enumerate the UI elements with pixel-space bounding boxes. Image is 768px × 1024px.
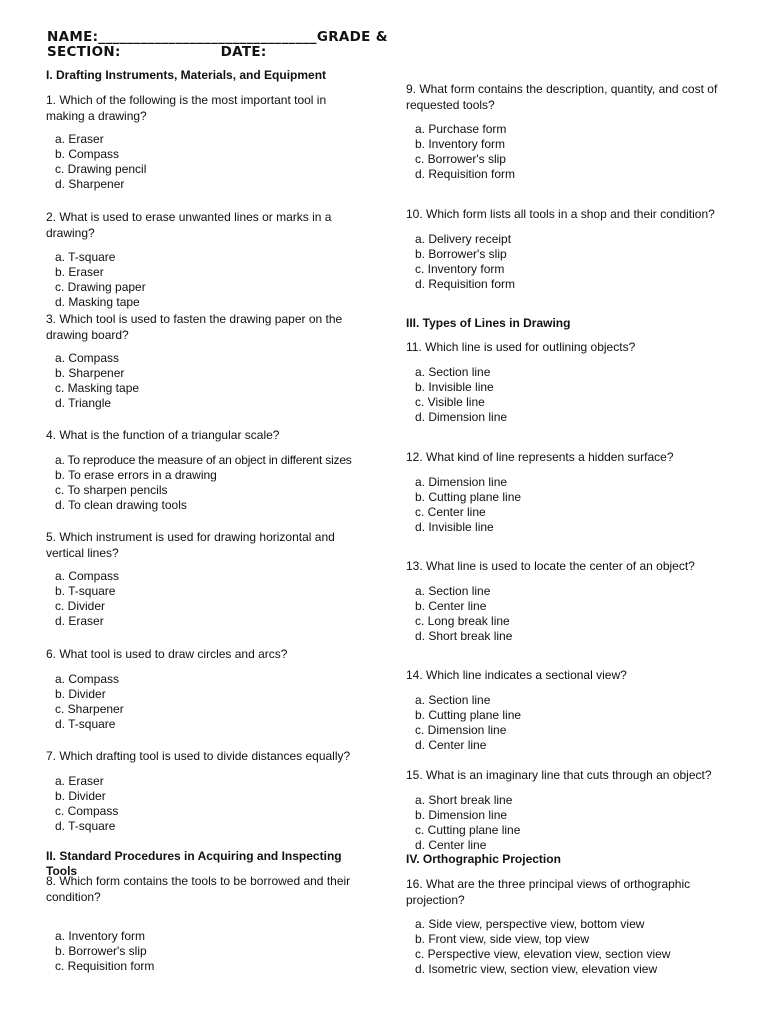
section-heading-3: III. Types of Lines in Drawing — [406, 316, 571, 330]
option[interactable]: b. Divider — [55, 686, 106, 701]
option[interactable]: c. Center line — [415, 504, 486, 519]
option[interactable]: a. Compass — [55, 351, 120, 365]
option[interactable]: c. Long break line — [415, 613, 510, 628]
option[interactable]: a. Section line — [415, 583, 491, 598]
option[interactable]: d. Sharpener — [55, 177, 125, 191]
option[interactable]: a. Compass — [55, 569, 120, 583]
option[interactable]: a. Compass — [55, 671, 120, 686]
question-text: 11. Which line is used for outlining objects? — [406, 340, 636, 354]
option[interactable]: d. Isometric view, section view, elevation view — [415, 962, 658, 976]
option[interactable]: d. Short break line — [415, 628, 513, 643]
option[interactable]: a. Short break line — [415, 792, 513, 807]
question-16 — [406, 877, 736, 977]
question-text: 5. Which instrument is used for drawing horizontal and vertical lines? — [46, 530, 335, 560]
option[interactable]: d. To clean drawing tools — [55, 497, 187, 512]
question-4 — [46, 428, 366, 513]
option[interactable]: b. Compass — [55, 147, 120, 161]
options-list — [46, 351, 366, 411]
question-text: 4. What is the function of a triangular scale? — [46, 428, 280, 442]
option[interactable]: c. Masking tape — [55, 381, 140, 395]
question-text: 16. What are the three principal views of orthographic projection? — [406, 877, 691, 907]
section-heading-1: I. Drafting Instruments, Materials, and Equipment — [46, 68, 327, 82]
option[interactable]: b. Borrower's slip — [415, 246, 507, 261]
option[interactable]: b. Cutting plane line — [415, 489, 522, 504]
option[interactable]: a. Section line — [415, 692, 491, 707]
option[interactable]: a. To reproduce the measure of an object in different sizes — [55, 452, 352, 467]
options-list — [46, 929, 366, 974]
option[interactable]: c. Compass — [55, 803, 119, 818]
option[interactable]: a. Eraser — [55, 132, 104, 146]
options-list — [406, 917, 736, 977]
section-heading-2: II. Standard Procedures in Acquiring and Inspecting Tools — [46, 849, 342, 878]
question-text: 7. Which drafting tool is used to divide distances equally? — [46, 749, 351, 763]
option[interactable]: a. Inventory form — [55, 929, 146, 943]
option[interactable]: d. Masking tape — [55, 295, 140, 309]
question-7 — [46, 749, 366, 834]
question-3 — [46, 312, 366, 411]
question-11 — [406, 340, 736, 425]
question-1 — [46, 93, 366, 192]
question-text: 8. Which form contains the tools to be borrowed and their condition? — [46, 874, 351, 904]
question-text: 13. What line is used to locate the center of an object? — [406, 559, 695, 573]
option[interactable]: a. Dimension line — [415, 474, 508, 489]
options-list — [46, 250, 366, 310]
option[interactable]: b. Invisible line — [415, 379, 494, 394]
option[interactable]: a. Eraser — [55, 773, 104, 788]
question-13 — [406, 559, 736, 644]
section-date-line: SECTION: DATE: — [47, 44, 267, 58]
name-grade-line: NAME:_______________________________GRADE & — [47, 30, 388, 45]
option[interactable]: d. Requisition form — [415, 276, 516, 291]
option[interactable]: c. Dimension line — [415, 722, 507, 737]
question-text: 14. Which line indicates a sectional view? — [406, 668, 627, 682]
question-text: 10. Which form lists all tools in a shop and their condition? — [406, 207, 715, 221]
option[interactable]: b. Divider — [55, 788, 106, 803]
question-15 — [406, 768, 736, 853]
question-text: 12. What kind of line represents a hidden surface? — [406, 450, 674, 464]
question-6 — [46, 647, 366, 732]
option[interactable]: c. Sharpener — [55, 701, 124, 716]
option[interactable]: c. Drawing pencil — [55, 162, 147, 176]
option[interactable]: d. Requisition form — [415, 167, 516, 181]
option[interactable]: b. Borrower's slip — [55, 944, 147, 958]
options-list — [46, 569, 366, 629]
option[interactable]: b. Inventory form — [415, 137, 506, 151]
option[interactable]: c. To sharpen pencils — [55, 482, 168, 497]
option[interactable]: a. Purchase form — [415, 122, 507, 136]
options-list — [406, 693, 736, 753]
option[interactable]: b. Eraser — [55, 265, 104, 279]
option[interactable]: b. To erase errors in a drawing — [55, 467, 217, 482]
option[interactable]: d. Center line — [415, 837, 487, 852]
section-heading-4: IV. Orthographic Projection — [406, 852, 561, 866]
question-text: 9. What form contains the description, quantity, and cost of requested tools? — [406, 82, 718, 112]
options-list — [46, 132, 366, 192]
question-10 — [406, 207, 736, 292]
question-8 — [46, 874, 366, 974]
option[interactable]: d. Center line — [415, 737, 487, 752]
option[interactable]: a. Side view, perspective view, bottom view — [415, 917, 645, 931]
options-list — [406, 122, 736, 182]
option[interactable]: d. Triangle — [55, 396, 112, 410]
option[interactable]: b. Front view, side view, top view — [415, 932, 590, 946]
question-text: 15. What is an imaginary line that cuts through an object? — [406, 768, 712, 782]
question-12 — [406, 450, 736, 535]
options-list — [406, 793, 736, 853]
option[interactable]: c. Drawing paper — [55, 280, 146, 294]
options-list — [406, 232, 736, 292]
option[interactable]: c. Perspective view, elevation view, section view — [415, 947, 671, 961]
options-list — [406, 365, 736, 425]
question-text: 3. Which tool is used to fasten the drawing paper on the drawing board? — [46, 312, 343, 342]
option[interactable]: b. Center line — [415, 598, 487, 613]
question-text: 6. What tool is used to draw circles and arcs? — [46, 647, 288, 661]
option[interactable]: b. Dimension line — [415, 807, 508, 822]
option[interactable]: b. T-square — [55, 584, 116, 598]
question-5 — [46, 530, 366, 629]
options-list — [46, 774, 366, 834]
option[interactable]: c. Inventory form — [415, 261, 505, 276]
option[interactable]: d. Invisible line — [415, 519, 494, 534]
option[interactable]: a. Section line — [415, 364, 491, 379]
options-list — [406, 475, 736, 535]
option[interactable]: a. Delivery receipt — [415, 231, 512, 246]
option[interactable]: d. Eraser — [55, 614, 104, 628]
question-14 — [406, 668, 736, 753]
option[interactable]: d. T-square — [55, 716, 116, 731]
question-text: 2. What is used to erase unwanted lines or marks in a drawing? — [46, 210, 332, 240]
question-9 — [406, 82, 736, 182]
question-text: 1. Which of the following is the most important tool in making a drawing? — [46, 93, 327, 123]
option[interactable]: c. Visible line — [415, 394, 485, 409]
options-list — [46, 453, 366, 513]
worksheet-header — [47, 30, 427, 58]
option[interactable]: c. Requisition form — [55, 959, 155, 973]
option[interactable]: d. T-square — [55, 818, 116, 833]
option[interactable]: c. Divider — [55, 599, 106, 613]
options-list — [46, 672, 366, 732]
option[interactable]: a. T-square — [55, 250, 116, 264]
option[interactable]: c. Cutting plane line — [415, 822, 521, 837]
option[interactable]: c. Borrower's slip — [415, 152, 506, 166]
option[interactable]: d. Dimension line — [415, 409, 508, 424]
options-list — [406, 584, 736, 644]
option[interactable]: b. Sharpener — [55, 366, 125, 380]
option[interactable]: b. Cutting plane line — [415, 707, 522, 722]
question-2 — [46, 210, 366, 310]
